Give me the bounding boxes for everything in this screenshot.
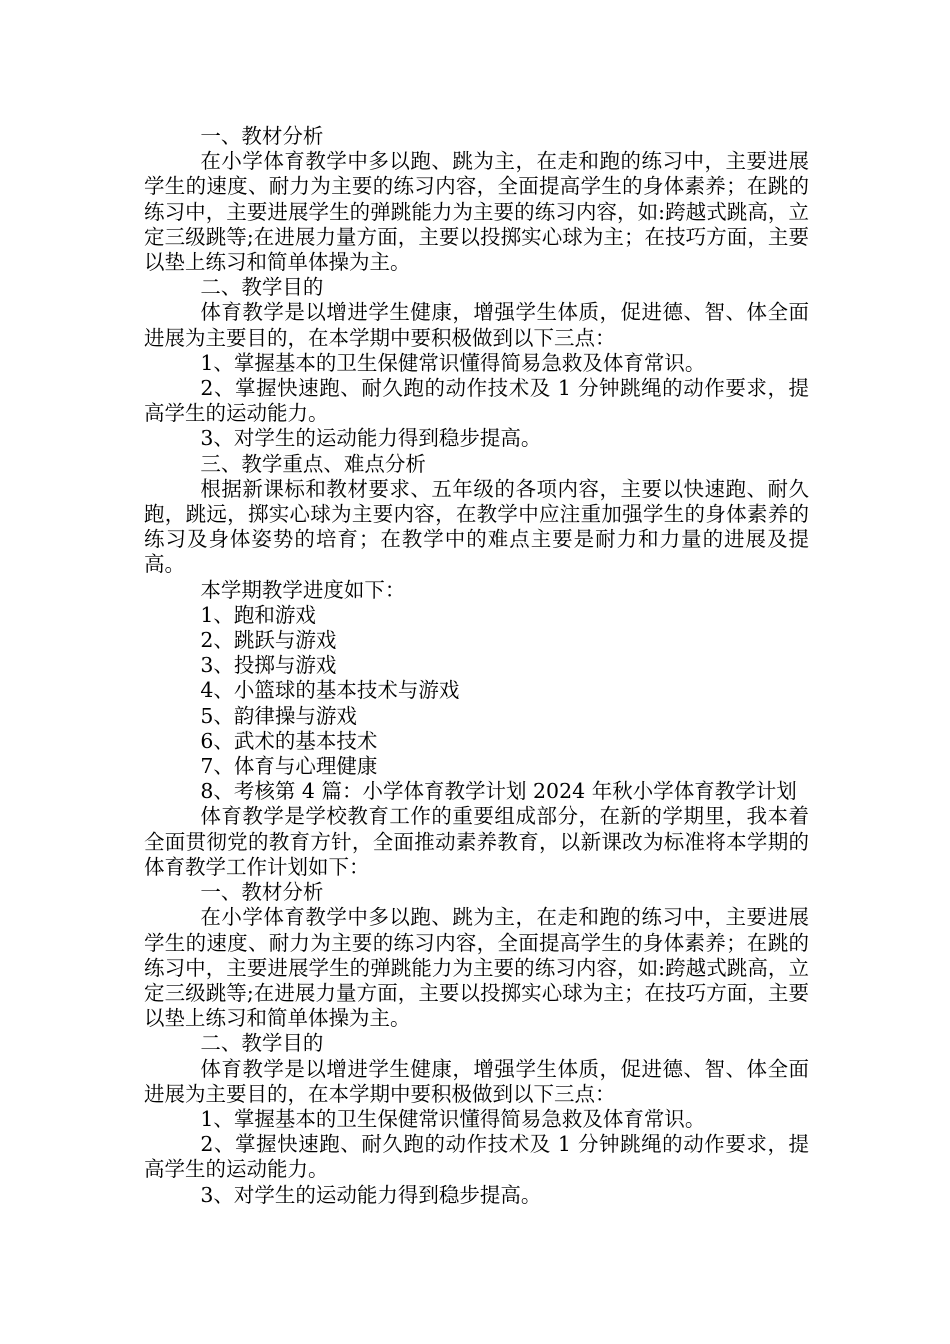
goal-item-1-2: 1、掌握基本的卫生保健常识懂得简易急救及体育常识。 [200,1106,706,1131]
heading-key-points: 三、教学重点、难点分析 [200,451,426,476]
document-body [144,124,809,1208]
schedule-intro: 本学期教学进度如下： [200,577,406,602]
goal-item-3-2: 3、对学生的运动能力得到稳步提高。 [200,1182,542,1207]
goal-item-3: 3、对学生的运动能力得到稳步提高。 [200,426,542,451]
schedule-item-1: 1、跑和游戏 [200,602,316,627]
heading-teaching-goals-2: 二、教学目的 [200,1031,324,1056]
heading-textbook-analysis: 一、教材分析 [200,124,324,148]
schedule-item-2: 2、跳跃与游戏 [200,628,337,653]
schedule-item-6: 6、武术的基本技术 [200,728,378,753]
schedule-item-3: 3、投掷与游戏 [200,653,337,678]
paragraph-textbook-analysis-2: 在小学体育教学中多以跑、跳为主，在走和跑的练习中，主要进展学生的速度、耐力为主要的练习内容，全面提高学生的身体素养；在跳的练习中，主要进展学生的弹跳能力为主要的练习内容，如:跨越式跳高，立定三级跳等;在进展力量方面，主要以投掷实心球为主；在技巧方面，主要以垫上练习和简单体操为主。 [144,905,809,1031]
paragraph-teaching-goals: 体育教学是以增进学生健康，增强学生体质，促进德、智、体全面进展为主要目的，在本学期中要积极做到以下三点： [144,300,809,350]
goal-item-2-2: 2、掌握快速跑、耐久跑的动作技术及 1 分钟跳绳的动作要求，提高学生的运动能力。 [144,1132,809,1182]
heading-teaching-goals: 二、教学目的 [200,275,324,300]
schedule-item-7: 7、体育与心理健康 [200,754,378,779]
paragraph-teaching-goals-2: 体育教学是以增进学生健康，增强学生体质，促进德、智、体全面进展为主要目的，在本学期中要积极做到以下三点： [144,1056,809,1106]
schedule-item-5: 5、韵律操与游戏 [200,703,357,728]
goal-item-1: 1、掌握基本的卫生保健常识懂得简易急救及体育常识。 [200,350,706,375]
paragraph-textbook-analysis: 在小学体育教学中多以跑、跳为主，在走和跑的练习中，主要进展学生的速度、耐力为主要的练习内容，全面提高学生的身体素养；在跳的练习中，主要进展学生的弹跳能力为主要的练习内容，如:跨越式跳高，立定三级跳等;在进展力量方面，主要以投掷实心球为主；在技巧方面，主要以垫上练习和简单体操为主。 [144,149,809,275]
heading-textbook-analysis-2: 一、教材分析 [200,880,324,905]
schedule-item-4: 4、小篮球的基本技术与游戏 [200,678,460,703]
schedule-item-8-and-next-title: 8、考核第 4 篇：小学体育教学计划 2024 年秋小学体育教学计划 [200,779,797,804]
goal-item-2: 2、掌握快速跑、耐久跑的动作技术及 1 分钟跳绳的动作要求，提高学生的运动能力。 [144,376,809,426]
paragraph-plan-intro: 体育教学是学校教育工作的重要组成部分，在新的学期里，我本着全面贯彻党的教育方针，全面推动素养教育，以新课改为标准将本学期的体育教学工作计划如下： [144,804,809,879]
paragraph-key-points: 根据新课标和教材要求、五年级的各项内容，主要以快速跑、耐久跑，跳远，掷实心球为主要内容，在教学中应注重加强学生的身体素养的练习及身体姿势的培育；在教学中的难点主要是耐力和力量的进展及提高。 [144,476,809,577]
